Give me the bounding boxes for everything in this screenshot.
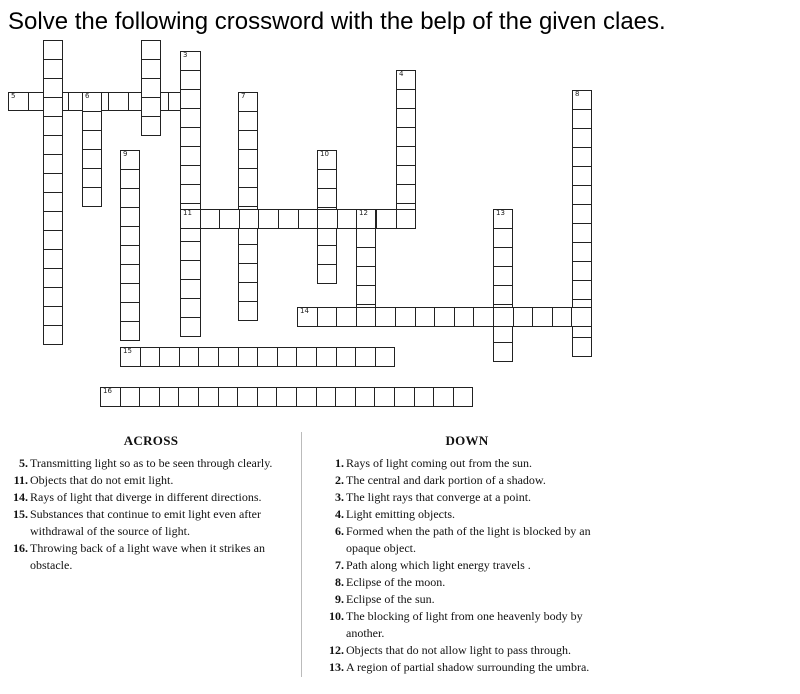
clue-text: Path along which light energy travels .	[346, 558, 531, 572]
clue-number: 8	[575, 90, 580, 98]
grid-cell	[572, 128, 592, 148]
grid-cell	[532, 307, 553, 327]
grid-cell	[571, 307, 592, 327]
grid-cell	[43, 40, 63, 60]
grid-cell	[572, 223, 592, 243]
grid-cell	[238, 92, 258, 112]
grid-cell	[493, 285, 513, 305]
grid-cell	[317, 307, 338, 327]
grid-cell	[238, 347, 259, 367]
grid-cell	[355, 347, 376, 367]
grid-cell	[120, 169, 140, 189]
grid-cell	[43, 249, 63, 269]
clue-num: 1.	[335, 456, 344, 470]
clue-num: 3.	[335, 490, 344, 504]
grid-cell	[238, 168, 258, 188]
grid-cell	[43, 287, 63, 307]
grid-cell	[276, 387, 297, 407]
grid-cell	[493, 209, 513, 229]
down-clue	[324, 557, 610, 574]
grid-cell	[120, 188, 140, 208]
grid-cell	[395, 307, 416, 327]
grid-cell	[219, 209, 240, 229]
grid-cell	[434, 307, 455, 327]
grid-cell	[433, 387, 454, 407]
grid-cell	[572, 90, 592, 110]
grid-cell	[493, 247, 513, 267]
grid-cell	[356, 228, 376, 248]
grid-cell	[238, 282, 258, 302]
grid-cell	[140, 347, 161, 367]
grid-cell	[356, 285, 376, 305]
grid-cell	[120, 321, 140, 341]
grid-cell	[180, 279, 201, 299]
grid-cell	[43, 192, 63, 212]
grid-cell	[355, 387, 376, 407]
clue-number: 11	[183, 209, 192, 217]
grid-cell	[82, 168, 102, 188]
grid-cell	[120, 226, 140, 246]
clue-divider	[301, 432, 302, 677]
clue-text: Rays of light that diverge in different directions.	[30, 490, 262, 504]
clue-number: 14	[300, 307, 309, 315]
clue-num: 16.	[13, 541, 28, 555]
across-clue	[8, 489, 294, 506]
grid-cell	[141, 40, 161, 60]
grid-cell	[336, 307, 357, 327]
clue-text: A region of partial shadow surrounding the umbra.	[346, 660, 590, 674]
grid-cell	[141, 59, 161, 79]
clue-num: 12.	[329, 643, 344, 657]
grid-cell	[120, 245, 140, 265]
grid-cell	[43, 211, 63, 231]
grid-cell	[316, 387, 337, 407]
grid-cell	[396, 165, 416, 185]
down-clue	[324, 608, 610, 642]
grid-cell	[180, 241, 201, 261]
down-clue-list	[324, 455, 610, 676]
grid-cell	[180, 298, 201, 318]
grid-cell	[257, 387, 278, 407]
clue-num: 11.	[13, 473, 28, 487]
clue-num: 10.	[329, 609, 344, 623]
down-heading: DOWN	[445, 433, 489, 448]
clue-number: 13	[496, 209, 505, 217]
grid-cell	[493, 342, 513, 362]
down-clue	[324, 574, 610, 591]
grid-cell	[396, 70, 416, 90]
grid-cell	[238, 187, 258, 207]
grid-cell	[414, 387, 435, 407]
grid-cell	[238, 263, 258, 283]
grid-cell	[120, 283, 140, 303]
clue-num: 14.	[13, 490, 28, 504]
clue-num: 7.	[335, 558, 344, 572]
across-clues	[8, 432, 294, 574]
down-clue	[324, 489, 610, 506]
grid-cell	[43, 230, 63, 250]
grid-cell	[100, 387, 121, 407]
clue-text: Eclipse of the sun.	[346, 592, 435, 606]
grid-cell	[376, 209, 397, 229]
grid-cell	[572, 337, 592, 357]
clue-number: 4	[399, 70, 404, 78]
page-title: Solve the following crossword with the belp of the given claes.	[8, 8, 666, 35]
grid-cell	[180, 127, 201, 147]
across-clue	[8, 540, 294, 574]
grid-cell	[82, 130, 102, 150]
clue-text: The light rays that converge at a point.	[346, 490, 532, 504]
grid-cell	[238, 149, 258, 169]
grid-cell	[180, 51, 201, 71]
grid-cell	[415, 307, 436, 327]
across-clue-list	[8, 455, 294, 574]
grid-cell	[198, 347, 219, 367]
grid-cell	[82, 149, 102, 169]
grid-cell	[141, 78, 161, 98]
grid-cell	[572, 166, 592, 186]
grid-cell	[179, 347, 200, 367]
clue-num: 6.	[335, 524, 344, 538]
grid-cell	[396, 184, 416, 204]
grid-cell	[43, 173, 63, 193]
grid-cell	[180, 184, 201, 204]
grid-cell	[356, 307, 377, 327]
down-clue	[324, 659, 610, 676]
grid-cell	[454, 307, 475, 327]
clue-number: 10	[320, 150, 329, 158]
grid-cell	[335, 387, 356, 407]
grid-cell	[493, 307, 514, 327]
clue-number: 3	[183, 51, 188, 59]
grid-cell	[43, 135, 63, 155]
across-clue	[8, 455, 294, 472]
grid-cell	[317, 169, 337, 189]
grid-cell	[375, 347, 396, 367]
grid-cell	[356, 247, 376, 267]
clue-num: 9.	[335, 592, 344, 606]
clue-num: 2.	[335, 473, 344, 487]
clue-text: Objects that do not allow light to pass through.	[346, 643, 571, 657]
grid-cell	[396, 108, 416, 128]
grid-cell	[396, 209, 417, 229]
clue-number: 12	[359, 209, 368, 217]
clue-text: Rays of light coming out from the sun.	[346, 456, 532, 470]
clue-text: Transmitting light so as to be seen through clearly.	[30, 456, 273, 470]
clue-number: 9	[123, 150, 128, 158]
grid-cell	[396, 146, 416, 166]
grid-cell	[375, 307, 396, 327]
grid-cell	[43, 78, 63, 98]
grid-cell	[316, 347, 337, 367]
grid-cell	[296, 347, 317, 367]
grid-cell	[82, 187, 102, 207]
clue-text: The central and dark portion of a shadow.	[346, 473, 546, 487]
grid-cell	[43, 306, 63, 326]
clue-text: Objects that do not emit light.	[30, 473, 174, 487]
grid-cell	[180, 317, 201, 337]
grid-cell	[43, 116, 63, 136]
grid-cell	[108, 92, 129, 111]
grid-cell	[297, 307, 318, 327]
grid-cell	[159, 347, 180, 367]
grid-cell	[356, 209, 376, 229]
grid-cell	[141, 116, 161, 136]
grid-cell	[218, 387, 239, 407]
grid-cell	[317, 188, 337, 208]
grid-cell	[374, 387, 395, 407]
clue-text: Throwing back of a light wave when it strikes an obstacle.	[30, 541, 265, 572]
clue-text: Substances that continue to emit light even after withdrawal of the source of light.	[30, 507, 261, 538]
grid-cell	[317, 245, 337, 265]
across-clue	[8, 506, 294, 540]
grid-cell	[180, 260, 201, 280]
grid-cell	[218, 347, 239, 367]
grid-cell	[43, 154, 63, 174]
grid-cell	[258, 209, 279, 229]
grid-cell	[180, 108, 201, 128]
grid-cell	[513, 307, 534, 327]
across-heading: ACROSS	[123, 433, 179, 448]
grid-cell	[82, 92, 102, 112]
grid-cell	[43, 325, 63, 345]
grid-cell	[82, 111, 102, 131]
grid-cell	[120, 302, 140, 322]
grid-cell	[317, 226, 337, 246]
across-clue	[8, 472, 294, 489]
grid-cell	[394, 387, 415, 407]
grid-cell	[239, 209, 260, 229]
down-clue	[324, 642, 610, 659]
grid-cell	[277, 347, 298, 367]
grid-cell	[317, 264, 337, 284]
clue-text: The blocking of light from one heavenly body by another.	[346, 609, 583, 640]
grid-cell	[317, 150, 337, 170]
grid-cell	[178, 387, 199, 407]
clue-number: 6	[85, 92, 90, 100]
clue-text: Eclipse of the moon.	[346, 575, 446, 589]
grid-cell	[238, 301, 258, 321]
grid-cell	[572, 261, 592, 281]
down-clue	[324, 472, 610, 489]
grid-cell	[8, 92, 29, 111]
grid-cell	[120, 150, 140, 170]
grid-cell	[180, 209, 201, 229]
grid-cell	[141, 97, 161, 117]
clue-num: 13.	[329, 660, 344, 674]
grid-cell	[396, 89, 416, 109]
down-clue	[324, 591, 610, 608]
grid-cell	[453, 387, 474, 407]
grid-cell	[552, 307, 573, 327]
grid-cell	[296, 387, 317, 407]
clue-num: 5.	[19, 456, 28, 470]
grid-cell	[278, 209, 299, 229]
grid-cell	[572, 185, 592, 205]
grid-cell	[572, 280, 592, 300]
grid-cell	[43, 97, 63, 117]
grid-cell	[337, 209, 358, 229]
grid-cell	[120, 264, 140, 284]
down-clues	[324, 432, 610, 676]
clue-number: 5	[11, 92, 16, 100]
down-clue	[324, 455, 610, 472]
clue-number: 16	[103, 387, 112, 395]
clue-text: Light emitting objects.	[346, 507, 455, 521]
clue-num: 4.	[335, 507, 344, 521]
grid-cell	[159, 387, 180, 407]
down-clue	[324, 506, 610, 523]
grid-cell	[120, 387, 141, 407]
grid-cell	[493, 266, 513, 286]
grid-cell	[257, 347, 278, 367]
grid-cell	[180, 89, 201, 109]
grid-cell	[572, 242, 592, 262]
grid-cell	[120, 207, 140, 227]
grid-cell	[572, 147, 592, 167]
clue-number: 7	[241, 92, 246, 100]
grid-cell	[180, 70, 201, 90]
grid-cell	[356, 266, 376, 286]
clue-num: 15.	[13, 507, 28, 521]
clue-text: Formed when the path of the light is blocked by an opaque object.	[346, 524, 591, 555]
grid-cell	[198, 387, 219, 407]
grid-cell	[43, 59, 63, 79]
grid-cell	[180, 165, 201, 185]
grid-cell	[572, 109, 592, 129]
grid-cell	[572, 204, 592, 224]
grid-cell	[336, 347, 357, 367]
grid-cell	[43, 268, 63, 288]
grid-cell	[139, 387, 160, 407]
clue-num: 8.	[335, 575, 344, 589]
grid-cell	[238, 111, 258, 131]
clue-number: 15	[123, 347, 132, 355]
grid-cell	[120, 347, 141, 367]
grid-cell	[298, 209, 319, 229]
grid-cell	[238, 244, 258, 264]
grid-cell	[238, 130, 258, 150]
grid-cell	[493, 228, 513, 248]
grid-cell	[317, 209, 338, 229]
grid-cell	[396, 127, 416, 147]
grid-cell	[200, 209, 221, 229]
grid-cell	[180, 146, 201, 166]
grid-cell	[473, 307, 494, 327]
down-clue	[324, 523, 610, 557]
grid-cell	[237, 387, 258, 407]
